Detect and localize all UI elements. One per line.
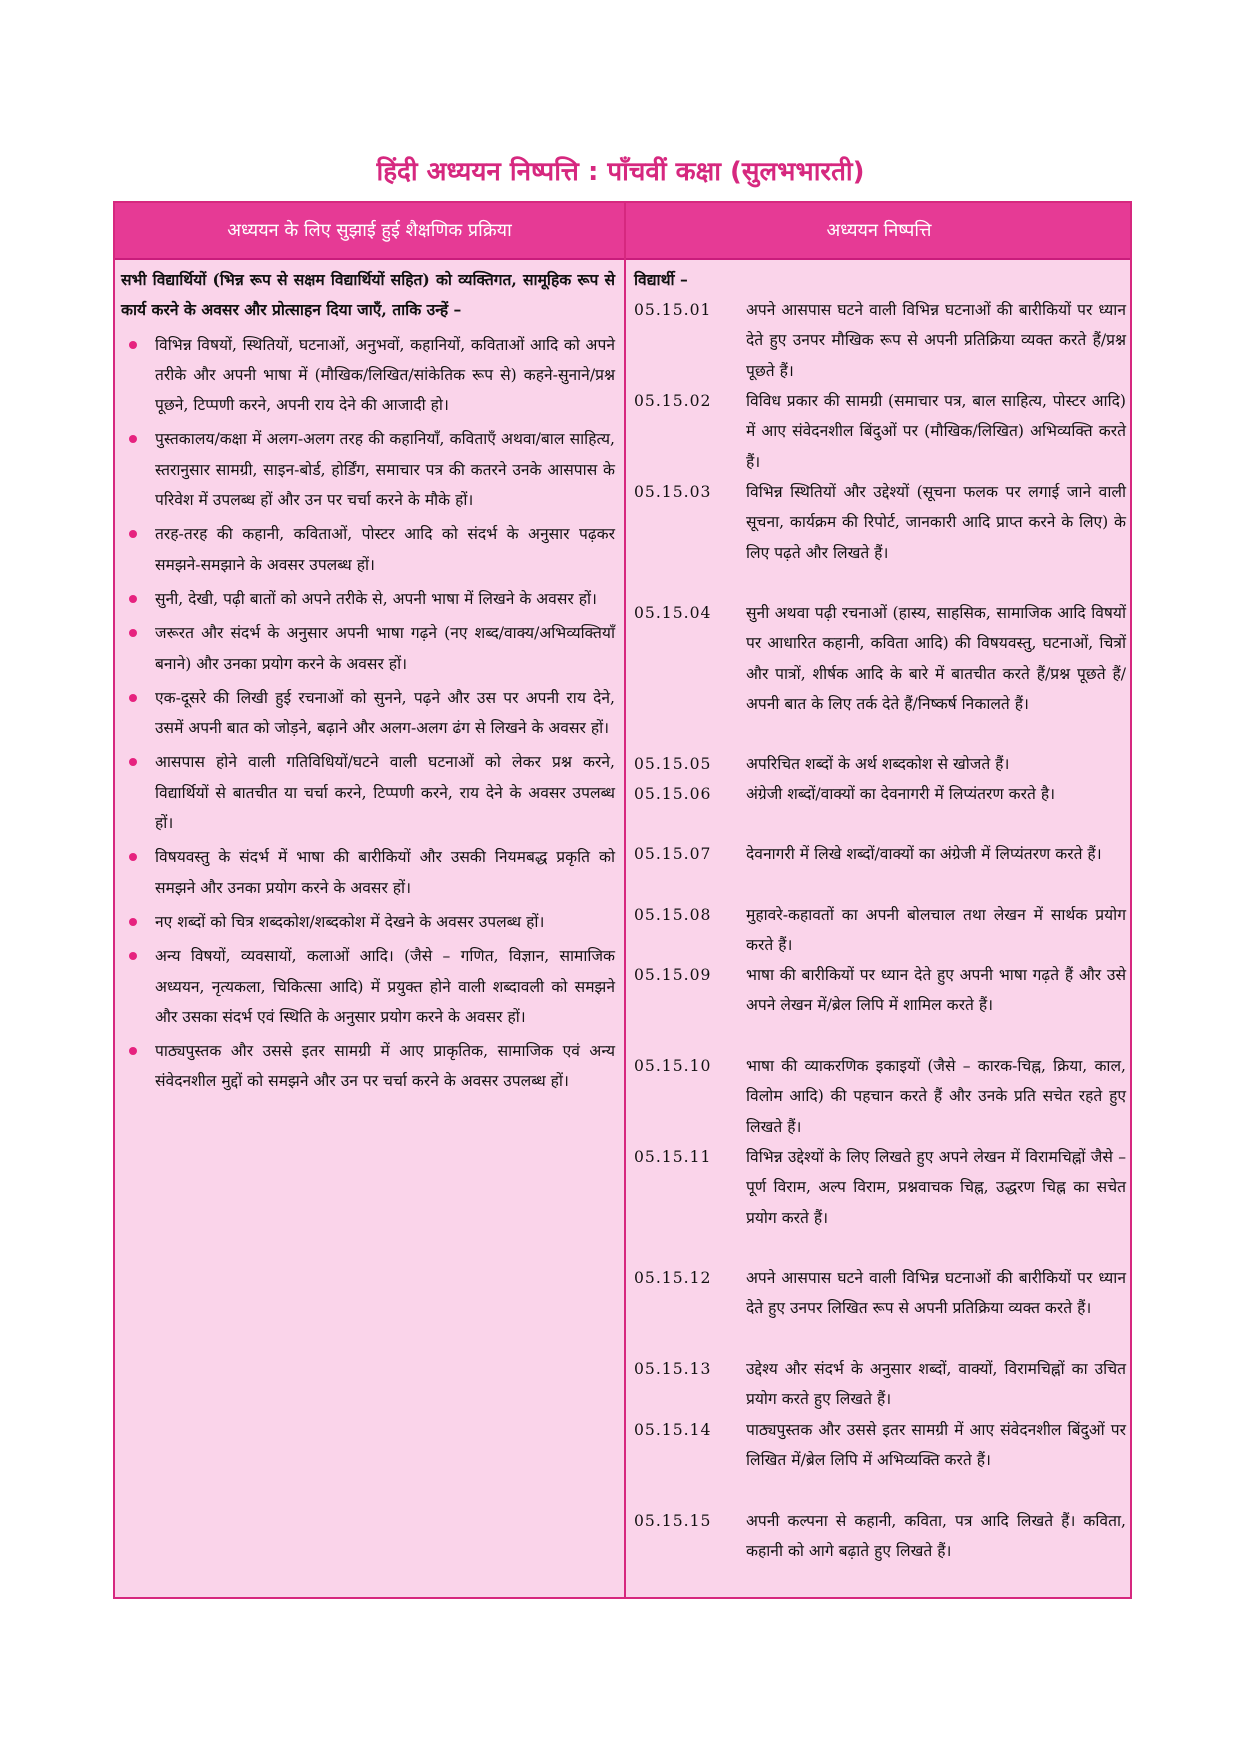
outcome-text: देवनागरी में लिखे शब्दों/वाक्यों का अंग्रेजी में लिप्यंतरण करते हैं। bbox=[746, 845, 1102, 863]
outcome-code: 05.15.03 bbox=[634, 483, 712, 501]
outcome-code: 05.15.04 bbox=[634, 604, 712, 622]
process-bullet: अन्य विषयों, व्यवसायों, कलाओं आदि। (जैसे – गणित, विज्ञान, सामाजिक अध्ययन, नृत्यकला, चिकित्सा आदि) में प्रयुक्त होने वाली शब्दावली को समझने और उसका संदर्भ एवं स्थिति के अनुसार प्रयोग करने के अवसर हों। bbox=[121, 941, 615, 1032]
outcome-text: अपनी कल्पना से कहानी, कविता, पत्र आदि लिखते हैं। कविता, कहानी को आगे बढ़ाते हुए लिखते हैं। bbox=[746, 1512, 1126, 1561]
process-bullet: पाठ्यपुस्तक और उससे इतर सामग्री में आए प्राकृतिक, सामाजिक एवं अन्य संवेदनशील मुद्दों को समझने और उन पर चर्चा करने के अवसर उपलब्ध हों। bbox=[121, 1036, 615, 1097]
outcome-text: भाषा की व्याकरणिक इकाइयों (जैसे – कारक-चिह्न, क्रिया, काल, विलोम आदि) की पहचान करते हैं और उनके प्रति सचेत रहते हुए लिखते हैं। bbox=[746, 1057, 1126, 1136]
outcome-text: विविध प्रकार की सामग्री (समाचार पत्र, बाल साहित्य, पोस्टर आदि) में आए संवेदनशील बिंदुओं पर (मौखिक/लिखित) अभिव्यक्ति करते हैं। bbox=[746, 392, 1126, 471]
process-bullet: आसपास होने वाली गतिविधियों/घटने वाली घटनाओं को लेकर प्रश्न करने, विद्यार्थियों से बातचीत या चर्चा करने, टिप्पणी करने, राय देने के अवसर उपलब्ध हों। bbox=[121, 747, 615, 838]
outcome-text: उद्देश्य और संदर्भ के अनुसार शब्दों, वाक्यों, विरामचिह्नों का उचित प्रयोग करते हुए लिखते हैं। bbox=[746, 1360, 1126, 1409]
outcome-text: भाषा की बारीकियों पर ध्यान देते हुए अपनी भाषा गढ़ते हैं और उसे अपने लेखन में/ब्रेल लिपि में शामिल करते हैं। bbox=[746, 966, 1126, 1015]
outcome-code: 05.15.05 bbox=[634, 755, 712, 773]
page-title: हिंदी अध्ययन निष्पत्ति : पाँचवीं कक्षा (सुलभभारती) bbox=[376, 157, 865, 187]
outcome-code: 05.15.01 bbox=[634, 301, 712, 319]
outcome-text: पाठ्यपुस्तक और उससे इतर सामग्री में आए संवेदनशील बिंदुओं पर लिखित में/ब्रेल लिपि में अभिव्यक्ति करते हैं। bbox=[746, 1421, 1126, 1470]
process-bullet: तरह-तरह की कहानी, कविताओं, पोस्टर आदि को संदर्भ के अनुसार पढ़कर समझने-समझाने के अवसर उपलब्ध हों। bbox=[121, 519, 615, 580]
process-bullet: पुस्तकालय/कक्षा में अलग-अलग तरह की कहानियाँ, कविताएँ अथवा/बाल साहित्य, स्तरानुसार सामग्री, साइन-बोर्ड, होर्डिंग, समाचार पत्र की कतरने उनके आसपास के परिवेश में उपलब्ध हों और उन पर चर्चा करने के मौके हों। bbox=[121, 424, 615, 515]
outcome-text: अपने आसपास घटने वाली विभिन्न घटनाओं की बारीकियों पर ध्यान देते हुए उनपर लिखित रूप से अपनी प्रतिक्रिया व्यक्त करते हैं। bbox=[746, 1269, 1126, 1318]
outcome-text: अपरिचित शब्दों के अर्थ शब्दकोश से खोजते हैं। bbox=[746, 755, 1010, 773]
outcome-code: 05.15.08 bbox=[634, 906, 712, 924]
outcome-code: 05.15.12 bbox=[634, 1269, 712, 1287]
outcome-code: 05.15.15 bbox=[634, 1512, 712, 1530]
outcome-text: अंग्रेजी शब्दों/वाक्यों का देवनागरी में लिप्यंतरण करते है। bbox=[746, 785, 1056, 803]
outcomes-table bbox=[113, 201, 1132, 1599]
outcome-code: 05.15.10 bbox=[634, 1057, 712, 1075]
outcome-code: 05.15.09 bbox=[634, 966, 712, 984]
outcome-code: 05.15.14 bbox=[634, 1421, 712, 1439]
table-header bbox=[115, 203, 1130, 260]
outcome-text: विभिन्न स्थितियों और उद्देश्यों (सूचना फलक पर लगाई जाने वाली सूचना, कार्यक्रम की रिपोर्ट, जानकारी आदि प्राप्त करने के लिए) के लिए पढ़ते और लिखते हैं। bbox=[746, 483, 1126, 562]
outcome-text: अपने आसपास घटने वाली विभिन्न घटनाओं की बारीकियों पर ध्यान देते हुए उनपर मौखिक रूप से अपनी प्रतिक्रिया व्यक्त करते हैं/प्रश्न पूछते हैं। bbox=[746, 301, 1126, 380]
column-divider bbox=[624, 203, 626, 1597]
outcome-code: 05.15.07 bbox=[634, 845, 712, 863]
process-bullet: जरूरत और संदर्भ के अनुसार अपनी भाषा गढ़ने (नए शब्द/वाक्य/अभिव्यक्तियाँ बनाने) और उनका प्रयोग करने के अवसर हों। bbox=[121, 618, 615, 679]
process-bullet: एक-दूसरे की लिखी हुई रचनाओं को सुनने, पढ़ने और उस पर अपनी राय देने, उसमें अपनी बात को जोड़ने, बढ़ाने और अलग-अलग ढंग से लिखने के अवसर हों। bbox=[121, 683, 615, 744]
process-bullet: नए शब्दों को चित्र शब्दकोश/शब्दकोश में देखने के अवसर उपलब्ध हों। bbox=[121, 907, 615, 937]
outcome-code: 05.15.06 bbox=[634, 785, 712, 803]
header-process: अध्ययन के लिए सुझाई हुई शैक्षणिक प्रक्रिया bbox=[227, 220, 512, 241]
outcome-text: सुनी अथवा पढ़ी रचनाओं (हास्य, साहसिक, सामाजिक आदि विषयों पर आधारित कहानी, कविता आदि) की विषयवस्तु, घटनाओं, चित्रों और पात्रों, शीर्षक आदि के बारे में बातचीत करते हैं/प्रश्न पूछते हैं/अपनी बात के लिए तर्क देते हैं/निष्कर्ष निकालते हैं। bbox=[746, 604, 1126, 713]
outcome-intro: विद्यार्थी – bbox=[634, 270, 688, 289]
outcome-text: विभिन्न उद्देश्यों के लिए लिखते हुए अपने लेखन में विरामचिह्नों जैसे – पूर्ण विराम, अल्प विराम, प्रश्नवाचक चिह्न, उद्धरण चिह्न का सचेत प्रयोग करते हैं। bbox=[746, 1148, 1126, 1227]
process-bullet: विभिन्न विषयों, स्थितियों, घटनाओं, अनुभवों, कहानियों, कविताओं आदि को अपने तरीके और अपनी भाषा में (मौखिक/लिखित/सांकेतिक रूप से) कहने-सुनाने/प्रश्न पूछने, टिप्पणी करने, अपनी राय देने की आजादी हो। bbox=[121, 330, 615, 421]
outcome-column bbox=[634, 265, 1126, 1561]
process-bullet: विषयवस्तु के संदर्भ में भाषा की बारीकियों और उसकी नियमबद्ध प्रकृति को समझने और उनका प्रयोग करने के अवसर हों। bbox=[121, 842, 615, 903]
outcome-code: 05.15.13 bbox=[634, 1360, 712, 1378]
outcome-code: 05.15.11 bbox=[634, 1148, 712, 1166]
header-outcome: अध्ययन निष्पत्ति bbox=[826, 220, 932, 241]
outcome-text: मुहावरे-कहावतों का अपनी बोलचाल तथा लेखन में सार्थक प्रयोग करते हैं। bbox=[746, 906, 1126, 955]
outcome-code: 05.15.02 bbox=[634, 392, 712, 410]
process-column bbox=[121, 265, 615, 1097]
process-intro: सभी विद्यार्थियों (भिन्न रूप से सक्षम विद्यार्थियों सहित) को व्यक्तिगत, सामूहिक रूप से कार्य करने के अवसर और प्रोत्साहन दिया जाएँ, ताकि उन्हें – bbox=[121, 270, 615, 320]
process-bullet: सुनी, देखी, पढ़ी बातों को अपने तरीके से, अपनी भाषा में लिखने के अवसर हों। bbox=[121, 584, 615, 614]
